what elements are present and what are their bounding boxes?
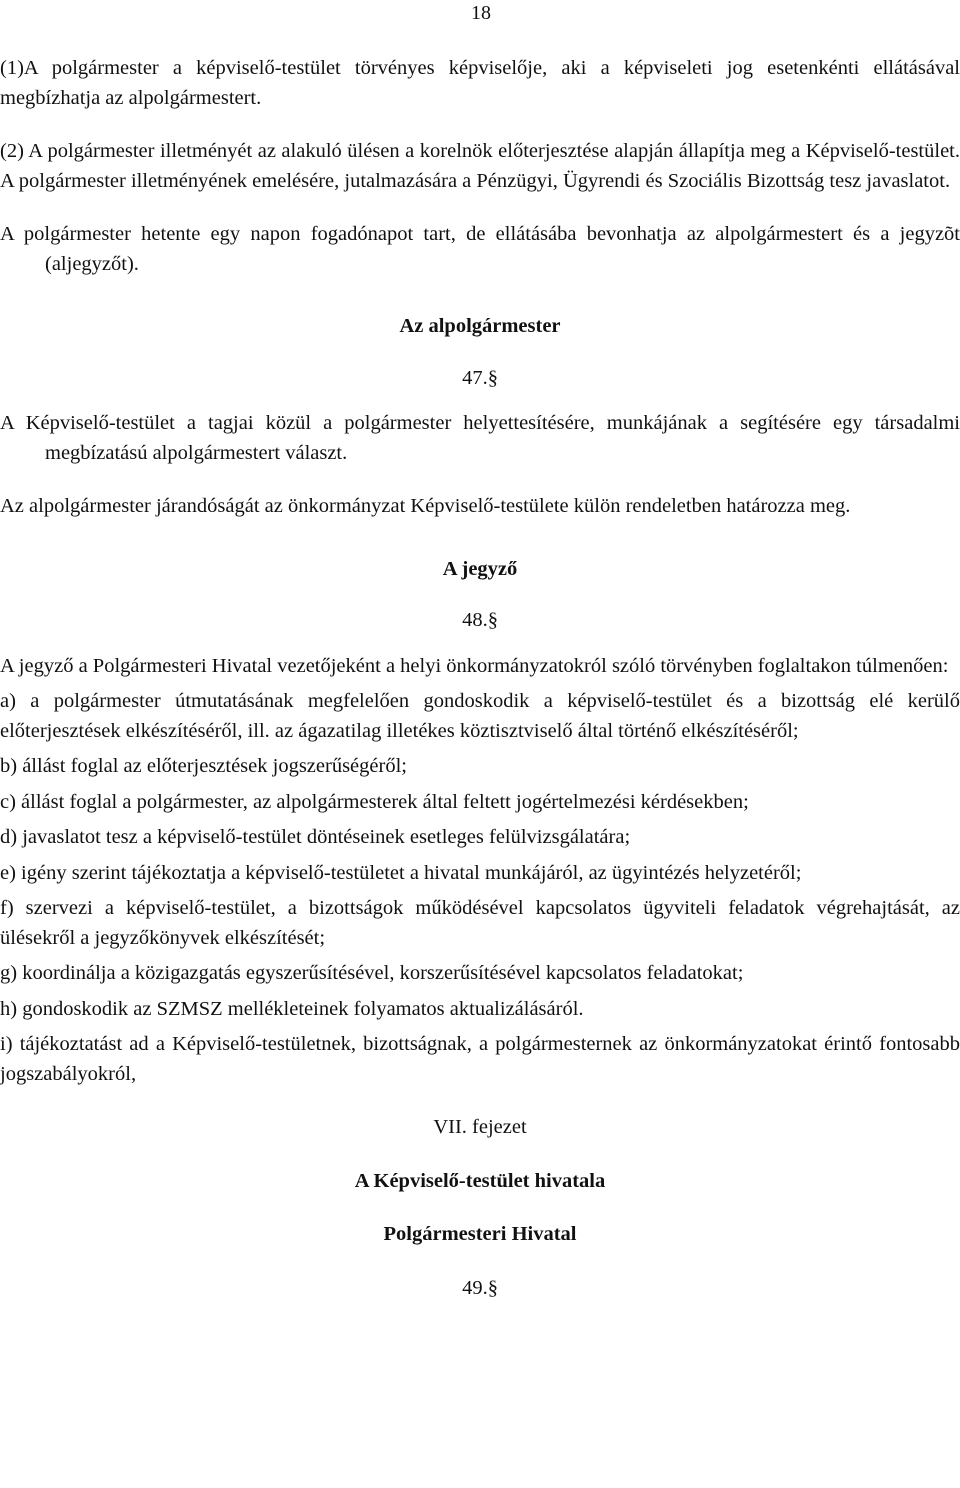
- paragraph-jegyzo-intro: A jegyző a Polgármesteri Hivatal vezetőjeként a helyi önkormányzatokról szóló törvényben foglaltakon túlmenően:: [0, 654, 949, 677]
- list-item-a: a) a polgármester útmutatásának megfelelően gondoskodik a képviselő-testület és a bizottság elé kerülő előterjesztések elkészítéséről, ill. az ágazatilag illetékes köztisztviselő által történő elkészítéséről;: [0, 690, 960, 742]
- list-item-f: f) szervezi a képviselő-testület, a bizottságok működésével kapcsolatos ügyviteli feladatok végrehajtását, az ülésekről a jegyzőkönyvek elkészítését;: [0, 897, 960, 949]
- section-number-48: 48.§: [462, 609, 498, 631]
- heading-polgarmesteri-hivatal: Polgármesteri Hivatal: [383, 1223, 577, 1245]
- heading-jegyzo: A jegyző: [442, 557, 518, 580]
- paragraph-polgarmester-kepviselet: (1)A polgármester a képviselő-testület törvényes képviselője, aki a képviseleti jog esetenkénti ellátásával megbízhatja az alpolgármestert.: [0, 57, 960, 109]
- section-number-47: 47.§: [462, 366, 498, 389]
- heading-alpolgarmester: Az alpolgármester: [399, 315, 561, 337]
- heading-kepviselo-testulet-hivatala: A Képviselő-testület hivatala: [354, 1169, 606, 1192]
- paragraph-alpolgarmester-jarandosag: Az alpolgármester járandóságát az önkormányzat Képviselő-testülete külön rendeletben határozza meg.: [0, 495, 851, 517]
- paragraph-polgarmester-illetmeny: (2) A polgármester illetményét az alakuló ülésen a korelnök előterjesztése alapján állapítja meg a Képviselő-testület. A polgármester illetményének emelésére, jutalmazására a Pénzügyi, Ügyrendi és Szociális Bizottság tesz javaslatot.: [0, 140, 960, 192]
- chapter-title: VII. fejezet: [433, 1116, 527, 1138]
- document-body: [0, 54, 960, 1303]
- paragraph-alpolgarmester-valasztas: A Képviselő-testület a tagjai közül a polgármester helyettesítésére, munkájának a segítésére egy társadalmi megbízatású alpolgármestert választ.: [0, 412, 960, 464]
- list-item-d: d) javaslatot tesz a képviselő-testület döntéseinek esetleges felülvizsgálatára;: [0, 826, 631, 848]
- section-number-49: 49.§: [462, 1276, 498, 1299]
- paragraph-fogadonap: A polgármester hetente egy napon fogadónapot tart, de ellátásába bevonhatja az alpolgármestert és a jegyzõt (aljegyzőt).: [0, 223, 960, 275]
- list-item-i: i) tájékoztatást ad a Képviselő-testületnek, bizottságnak, a polgármesternek az önkormányzatokat érintő fontosabb jogszabályokról,: [0, 1033, 960, 1085]
- list-item-c: c) állást foglal a polgármester, az alpolgármesterek által feltett jogértelmezési kérdésekben;: [0, 790, 749, 813]
- list-item-g: g) koordinálja a közigazgatás egyszerűsítésével, korszerűsítésével kapcsolatos feladatokat;: [0, 962, 744, 984]
- list-item-e: e) igény szerint tájékoztatja a képviselő-testületet a hivatal munkájáról, az ügyintézés helyzetéről;: [0, 861, 802, 884]
- list-item-h: h) gondoskodik az SZMSZ mellékleteinek folyamatos aktualizálásáról.: [0, 997, 584, 1020]
- page-number: 18: [471, 2, 491, 24]
- list-item-b: b) állást foglal az előterjesztések jogszerűségéről;: [0, 755, 407, 777]
